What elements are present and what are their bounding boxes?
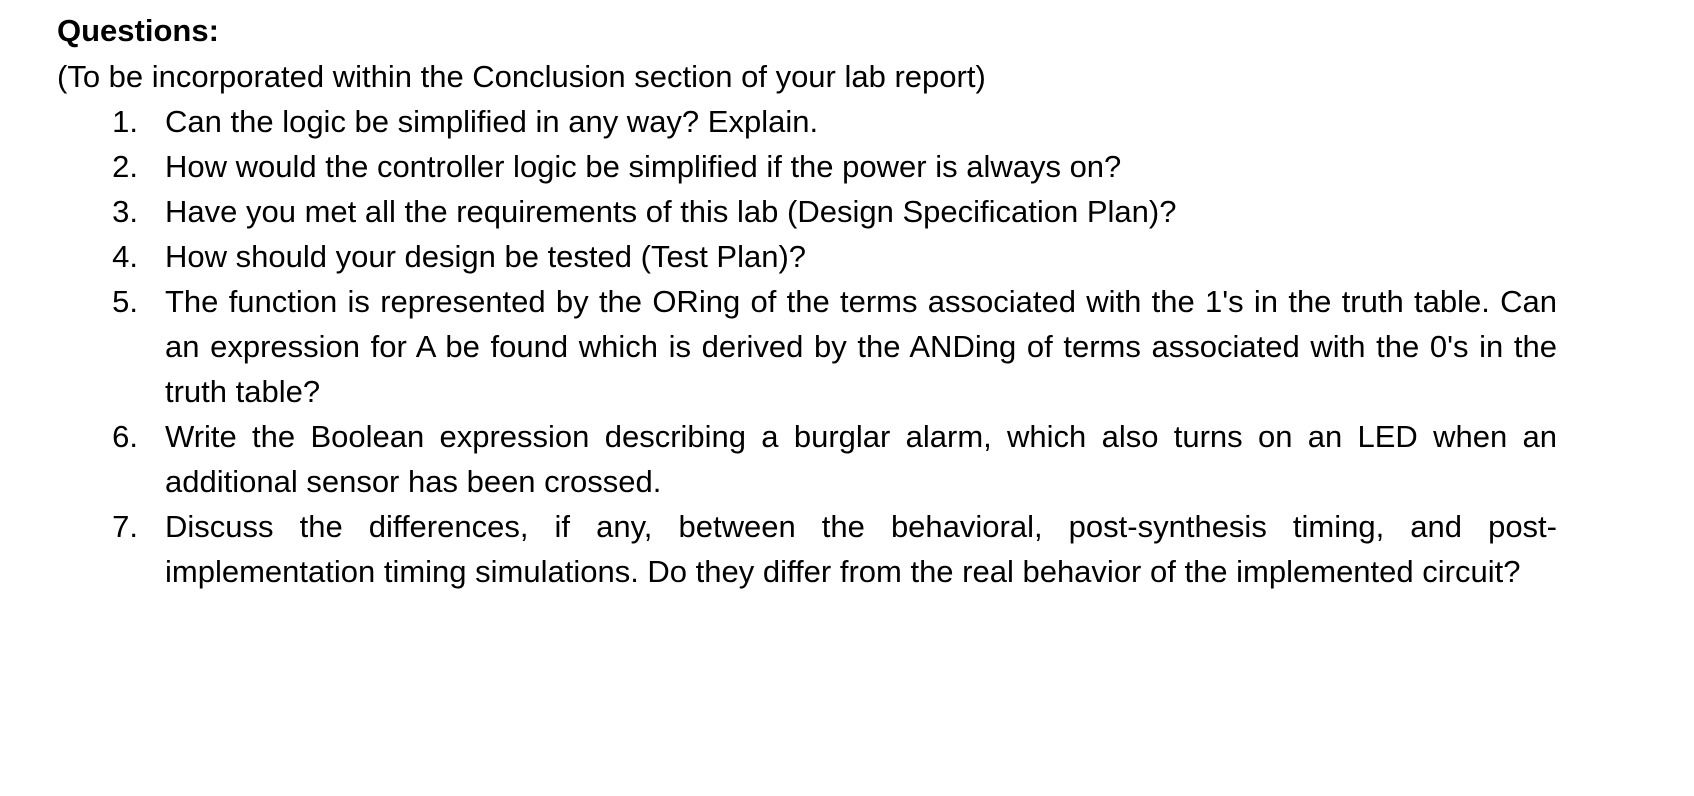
question-text: Have you met all the requirements of this lab (Design Specification Plan)? bbox=[165, 194, 1177, 229]
question-text: Discuss the differences, if any, between the behavioral, post-synthesis timing, and post-implementation timing simulations. Do they differ from the real behavior of the implemented circuit? bbox=[165, 509, 1557, 589]
question-item bbox=[57, 234, 1557, 279]
document-page bbox=[57, 8, 1557, 594]
question-list bbox=[57, 99, 1557, 594]
question-text: How would the controller logic be simplified if the power is always on? bbox=[165, 149, 1122, 184]
question-text: The function is represented by the ORing of the terms associated with the 1's in the truth table. Can an expression for A be found which is derived by the ANDing of terms associated with the 0's in the truth table? bbox=[165, 284, 1557, 409]
question-text: Write the Boolean expression describing a burglar alarm, which also turns on an LED when an additional sensor has been crossed. bbox=[165, 419, 1557, 499]
question-number: 2. bbox=[112, 149, 138, 184]
section-intro: (To be incorporated within the Conclusion section of your lab report) bbox=[57, 59, 986, 94]
question-text: Can the logic be simplified in any way? Explain. bbox=[165, 104, 819, 139]
question-text: How should your design be tested (Test Plan)? bbox=[165, 239, 807, 274]
question-number: 4. bbox=[112, 239, 138, 274]
section-heading: Questions: bbox=[57, 13, 219, 48]
question-item bbox=[57, 189, 1557, 234]
question-item bbox=[57, 99, 1557, 144]
question-number: 5. bbox=[112, 284, 138, 319]
question-item bbox=[57, 504, 1557, 594]
question-item bbox=[57, 279, 1557, 414]
question-number: 1. bbox=[112, 104, 138, 139]
question-number: 3. bbox=[112, 194, 138, 229]
question-item bbox=[57, 414, 1557, 504]
question-item bbox=[57, 144, 1557, 189]
question-number: 6. bbox=[112, 419, 138, 454]
question-number: 7. bbox=[112, 509, 138, 544]
